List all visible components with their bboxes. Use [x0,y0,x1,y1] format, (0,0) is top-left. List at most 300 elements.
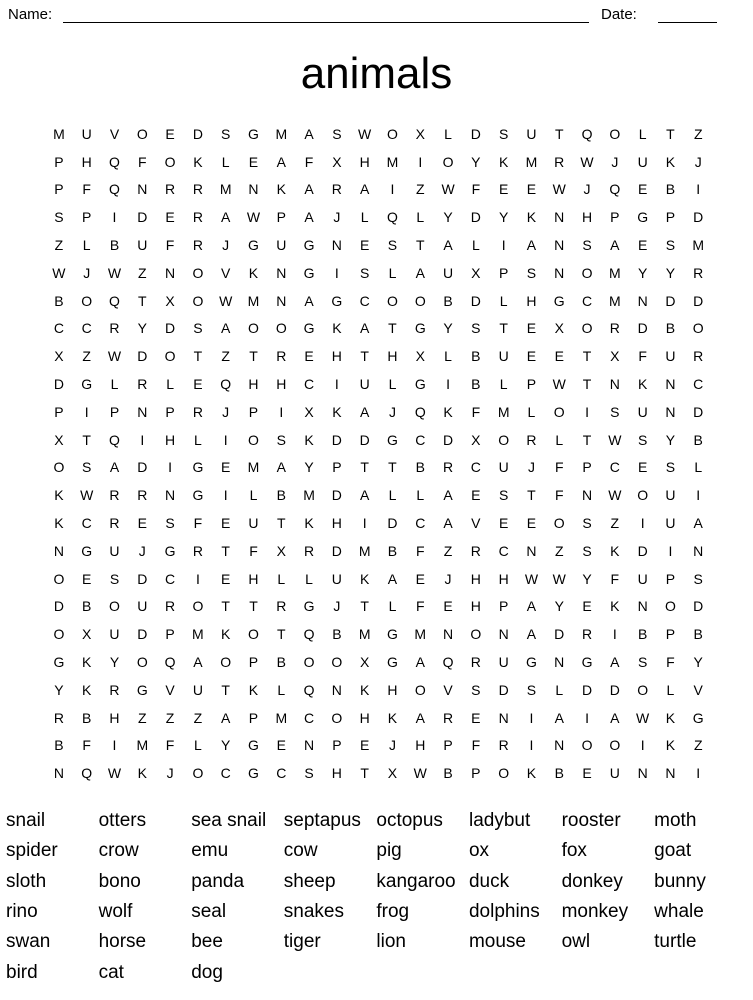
grid-letter[interactable]: E [526,348,537,365]
grid-letter[interactable]: L [555,681,564,698]
grid-letter[interactable]: M [247,459,260,476]
grid-letter[interactable]: O [136,125,148,142]
grid-letter[interactable]: Q [303,681,315,698]
grid-letter[interactable]: C [81,515,92,532]
grid-letter[interactable]: K [387,709,398,726]
grid-letter[interactable]: U [331,570,342,587]
grid-letter[interactable]: I [168,459,173,476]
grid-letter[interactable]: K [498,153,509,170]
grid-letter[interactable]: U [665,487,676,504]
grid-letter[interactable]: T [276,515,286,532]
grid-letter[interactable]: S [82,459,92,476]
grid-letter[interactable]: G [414,320,426,337]
grid-letter[interactable]: O [692,320,704,337]
grid-letter[interactable]: H [359,709,370,726]
grid-letter[interactable]: R [442,459,454,476]
grid-letter[interactable]: I [529,737,534,754]
grid-letter[interactable]: J [222,237,230,254]
grid-letter[interactable]: L [110,376,119,393]
grid-letter[interactable]: L [193,737,202,754]
grid-letter[interactable]: G [331,292,343,309]
grid-letter[interactable]: G [387,626,398,643]
grid-letter[interactable]: E [498,515,509,532]
grid-letter[interactable]: J [611,153,619,170]
grid-letter[interactable]: L [388,264,397,281]
grid-letter[interactable]: T [221,542,230,559]
grid-letter[interactable]: F [638,348,647,365]
grid-letter[interactable]: F [471,737,481,754]
grid-letter[interactable]: R [526,431,537,448]
grid-letter[interactable]: T [276,626,286,643]
grid-letter[interactable]: Q [109,431,120,448]
grid-letter[interactable]: P [54,153,64,170]
grid-letter[interactable]: W [552,181,566,198]
grid-letter[interactable]: Z [415,181,425,198]
grid-letter[interactable]: A [526,237,537,254]
grid-letter[interactable]: N [331,237,342,254]
grid-letter[interactable]: N [554,209,565,226]
grid-letter[interactable]: T [582,376,592,393]
grid-letter[interactable]: S [637,431,648,448]
grid-letter[interactable]: D [693,403,704,420]
grid-letter[interactable]: G [248,765,259,782]
grid-letter[interactable]: O [609,125,621,142]
grid-letter[interactable]: E [471,487,481,504]
grid-letter[interactable]: C [165,570,176,587]
grid-letter[interactable]: P [443,737,453,754]
grid-letter[interactable]: N [304,737,315,754]
grid-letter[interactable]: F [471,403,481,420]
name-field-line[interactable] [63,22,589,23]
grid-letter[interactable]: P [665,209,676,226]
grid-letter[interactable]: H [387,681,398,698]
grid-letter[interactable]: Q [414,403,426,420]
grid-letter[interactable]: W [608,431,622,448]
grid-letter[interactable]: C [220,765,231,782]
grid-letter[interactable]: P [471,765,481,782]
grid-letter[interactable]: U [609,765,620,782]
grid-letter[interactable]: G [248,125,259,142]
grid-letter[interactable]: N [165,487,176,504]
grid-letter[interactable]: G [81,542,93,559]
grid-letter[interactable]: S [221,125,231,142]
grid-letter[interactable]: S [304,765,314,782]
grid-letter[interactable]: C [581,292,593,309]
grid-letter[interactable]: H [248,376,259,393]
grid-letter[interactable]: P [165,403,175,420]
grid-letter[interactable]: T [666,125,675,142]
grid-letter[interactable]: O [248,626,259,643]
grid-letter[interactable]: Q [387,209,398,226]
grid-letter[interactable]: I [585,403,589,420]
grid-letter[interactable]: P [248,709,259,726]
grid-letter[interactable]: A [276,459,286,476]
grid-letter[interactable]: I [112,737,117,754]
grid-letter[interactable]: O [664,598,676,615]
grid-letter[interactable]: P [332,737,342,754]
grid-letter[interactable]: U [109,626,120,643]
grid-letter[interactable]: R [276,598,287,615]
grid-letter[interactable]: K [82,654,92,671]
grid-letter[interactable]: L [82,237,91,254]
grid-letter[interactable]: I [195,570,200,587]
grid-letter[interactable]: K [54,515,64,532]
grid-letter[interactable]: D [693,598,704,615]
grid-letter[interactable]: C [53,320,64,337]
grid-letter[interactable]: O [414,292,426,309]
grid-letter[interactable]: K [665,153,676,170]
grid-letter[interactable]: O [275,320,287,337]
grid-letter[interactable]: O [553,515,565,532]
grid-letter[interactable]: W [441,181,455,198]
grid-letter[interactable]: D [470,292,481,309]
grid-letter[interactable]: G [303,264,315,281]
grid-letter[interactable]: H [248,570,259,587]
grid-letter[interactable]: F [82,737,91,754]
grid-letter[interactable]: Z [82,348,91,365]
grid-letter[interactable]: E [359,237,370,254]
grid-letter[interactable]: N [137,403,148,420]
grid-letter[interactable]: O [192,264,204,281]
grid-letter[interactable]: H [331,765,342,782]
grid-letter[interactable]: G [248,737,259,754]
grid-letter[interactable]: P [165,626,175,643]
grid-letter[interactable]: W [80,487,94,504]
grid-letter[interactable]: O [581,737,593,754]
grid-letter[interactable]: I [696,181,701,198]
grid-letter[interactable]: U [498,459,509,476]
grid-letter[interactable]: L [277,570,286,587]
grid-letter[interactable]: M [136,737,149,754]
grid-letter[interactable]: S [665,459,676,476]
grid-letter[interactable]: G [192,459,204,476]
grid-letter[interactable]: X [387,765,398,782]
grid-letter[interactable]: P [248,654,259,671]
grid-letter[interactable]: N [442,626,454,643]
grid-letter[interactable]: U [637,153,648,170]
grid-letter[interactable]: O [192,765,204,782]
grid-letter[interactable]: J [388,403,396,420]
grid-letter[interactable]: U [276,237,287,254]
grid-letter[interactable]: H [415,737,426,754]
grid-letter[interactable]: G [303,237,315,254]
grid-letter[interactable]: S [526,681,537,698]
grid-letter[interactable]: T [499,320,508,337]
grid-letter[interactable]: B [276,654,286,671]
grid-letter[interactable]: I [696,765,701,782]
grid-letter[interactable]: N [498,626,509,643]
grid-letter[interactable]: K [82,681,92,698]
grid-letter[interactable]: A [193,654,203,671]
grid-letter[interactable]: J [333,209,341,226]
grid-letter[interactable]: N [581,487,593,504]
grid-letter[interactable]: O [136,654,148,671]
grid-letter[interactable]: K [332,320,342,337]
grid-letter[interactable]: W [52,264,66,281]
grid-letter[interactable]: E [554,348,564,365]
grid-letter[interactable]: C [609,459,620,476]
grid-letter[interactable]: B [415,459,425,476]
grid-letter[interactable]: S [471,320,481,337]
grid-letter[interactable]: I [668,542,673,559]
grid-letter[interactable]: H [581,209,593,226]
grid-letter[interactable]: B [693,626,703,643]
grid-letter[interactable]: Z [165,709,175,726]
grid-letter[interactable]: I [334,264,339,281]
grid-letter[interactable]: R [609,320,620,337]
grid-letter[interactable]: O [248,431,259,448]
grid-letter[interactable]: E [582,598,592,615]
grid-letter[interactable]: E [221,570,231,587]
grid-letter[interactable]: J [333,598,341,615]
grid-letter[interactable]: W [246,209,261,226]
grid-letter[interactable]: A [304,181,314,198]
grid-letter[interactable]: B [109,237,120,254]
grid-letter[interactable]: D [331,542,342,559]
grid-letter[interactable]: W [107,348,122,365]
grid-letter[interactable]: N [498,709,509,726]
grid-letter[interactable]: A [109,459,120,476]
grid-letter[interactable]: E [304,348,314,365]
grid-letter[interactable]: O [164,348,176,365]
grid-letter[interactable]: A [276,153,286,170]
grid-letter[interactable]: G [303,598,315,615]
grid-letter[interactable]: N [665,376,676,393]
grid-letter[interactable]: A [359,403,370,420]
grid-letter[interactable]: N [53,765,64,782]
grid-letter[interactable]: T [360,765,369,782]
grid-letter[interactable]: O [637,487,649,504]
grid-letter[interactable]: J [583,181,591,198]
grid-letter[interactable]: U [137,237,148,254]
grid-letter[interactable]: N [248,181,259,198]
grid-letter[interactable]: S [582,237,592,254]
grid-letter[interactable]: G [192,487,204,504]
grid-letter[interactable]: C [81,320,92,337]
grid-letter[interactable]: A [221,209,231,226]
grid-letter[interactable]: A [443,237,453,254]
grid-letter[interactable]: L [388,487,397,504]
grid-letter[interactable]: Q [109,181,120,198]
grid-letter[interactable]: S [471,681,481,698]
grid-letter[interactable]: R [192,542,203,559]
grid-letter[interactable]: O [609,737,621,754]
grid-letter[interactable]: E [471,709,481,726]
grid-letter[interactable]: Q [109,153,120,170]
grid-letter[interactable]: S [109,570,120,587]
grid-letter[interactable]: S [693,570,703,587]
grid-letter[interactable]: I [334,376,339,393]
grid-letter[interactable]: G [553,292,565,309]
grid-letter[interactable]: M [358,626,371,643]
grid-letter[interactable]: K [304,515,314,532]
grid-letter[interactable]: V [109,125,120,142]
grid-letter[interactable]: D [331,431,342,448]
grid-letter[interactable]: R [53,709,64,726]
grid-letter[interactable]: N [554,737,565,754]
grid-letter[interactable]: Y [637,264,648,281]
grid-letter[interactable]: U [665,515,676,532]
grid-letter[interactable]: E [582,765,592,782]
grid-letter[interactable]: P [332,459,342,476]
grid-letter[interactable]: R [331,181,342,198]
grid-letter[interactable]: A [304,292,314,309]
grid-letter[interactable]: X [165,292,175,309]
grid-letter[interactable]: O [109,598,120,615]
grid-letter[interactable]: R [470,542,481,559]
grid-letter[interactable]: R [165,598,176,615]
grid-letter[interactable]: O [303,654,315,671]
grid-letter[interactable]: R [304,542,315,559]
grid-letter[interactable]: F [554,459,564,476]
grid-letter[interactable]: P [610,209,620,226]
grid-letter[interactable]: W [552,376,566,393]
grid-letter[interactable]: K [54,487,64,504]
grid-letter[interactable]: S [637,654,648,671]
grid-letter[interactable]: T [249,348,258,365]
grid-letter[interactable]: H [526,292,537,309]
grid-letter[interactable]: S [276,431,286,448]
grid-letter[interactable]: E [526,320,537,337]
grid-letter[interactable]: F [138,153,147,170]
grid-letter[interactable]: O [553,403,565,420]
grid-letter[interactable]: M [609,292,621,309]
grid-letter[interactable]: X [471,431,481,448]
grid-letter[interactable]: F [249,542,258,559]
grid-letter[interactable]: L [277,681,286,698]
grid-letter[interactable]: H [359,153,370,170]
grid-letter[interactable]: H [498,570,509,587]
grid-letter[interactable]: B [443,765,453,782]
grid-letter[interactable]: C [359,292,370,309]
grid-letter[interactable]: B [82,598,92,615]
grid-letter[interactable]: N [637,598,648,615]
grid-letter[interactable]: E [193,376,203,393]
grid-letter[interactable]: N [53,542,64,559]
grid-letter[interactable]: O [331,709,343,726]
grid-letter[interactable]: G [164,542,176,559]
grid-letter[interactable]: W [107,264,122,281]
grid-letter[interactable]: M [192,626,204,643]
grid-letter[interactable]: F [193,515,203,532]
grid-letter[interactable]: U [665,348,676,365]
grid-letter[interactable]: D [331,487,342,504]
grid-letter[interactable]: S [582,515,592,532]
grid-letter[interactable]: Y [582,570,592,587]
grid-letter[interactable]: P [665,626,676,643]
grid-letter[interactable]: I [501,237,506,254]
grid-letter[interactable]: D [693,209,704,226]
grid-letter[interactable]: A [359,320,370,337]
grid-letter[interactable]: K [248,264,259,281]
grid-letter[interactable]: K [526,765,537,782]
grid-letter[interactable]: D [137,209,148,226]
grid-letter[interactable]: O [164,153,176,170]
grid-letter[interactable]: M [692,237,705,254]
grid-letter[interactable]: O [248,320,259,337]
grid-letter[interactable]: T [360,459,369,476]
grid-letter[interactable]: E [165,209,175,226]
grid-letter[interactable]: U [137,598,148,615]
grid-letter[interactable]: F [82,181,91,198]
grid-letter[interactable]: E [637,181,648,198]
grid-letter[interactable]: N [137,181,148,198]
grid-letter[interactable]: M [497,403,510,420]
grid-letter[interactable]: V [221,264,231,281]
grid-letter[interactable]: B [665,320,676,337]
grid-letter[interactable]: P [498,598,509,615]
grid-letter[interactable]: C [693,376,704,393]
grid-letter[interactable]: O [53,570,65,587]
grid-letter[interactable]: G [581,654,593,671]
grid-letter[interactable]: P [248,403,259,420]
grid-letter[interactable]: K [665,709,676,726]
grid-letter[interactable]: I [140,431,145,448]
grid-letter[interactable]: D [581,681,593,698]
grid-letter[interactable]: W [608,487,622,504]
grid-letter[interactable]: B [471,376,481,393]
grid-letter[interactable]: F [415,598,425,615]
grid-letter[interactable]: U [81,125,92,142]
grid-letter[interactable]: B [471,348,481,365]
grid-letter[interactable]: Y [498,209,509,226]
grid-letter[interactable]: K [526,209,537,226]
grid-letter[interactable]: K [665,737,676,754]
grid-letter[interactable]: H [276,376,287,393]
grid-letter[interactable]: M [386,153,399,170]
grid-letter[interactable]: G [387,654,398,671]
grid-letter[interactable]: L [416,487,425,504]
grid-letter[interactable]: A [221,709,231,726]
grid-letter[interactable]: A [304,125,314,142]
grid-letter[interactable]: D [665,292,676,309]
grid-letter[interactable]: P [526,376,537,393]
grid-letter[interactable]: W [552,570,566,587]
grid-letter[interactable]: T [527,487,536,504]
grid-letter[interactable]: H [470,570,481,587]
grid-letter[interactable]: S [193,320,203,337]
grid-letter[interactable]: S [665,237,676,254]
grid-letter[interactable]: S [498,125,509,142]
grid-letter[interactable]: L [444,348,452,365]
grid-letter[interactable]: Q [81,765,93,782]
grid-letter[interactable]: C [304,376,315,393]
grid-letter[interactable]: D [609,681,620,698]
grid-letter[interactable]: O [192,292,204,309]
grid-letter[interactable]: L [666,681,675,698]
grid-letter[interactable]: N [276,264,287,281]
grid-letter[interactable]: J [166,765,174,782]
grid-letter[interactable]: A [443,487,453,504]
grid-letter[interactable]: T [554,125,564,142]
grid-letter[interactable]: K [610,542,620,559]
grid-letter[interactable]: D [442,431,454,448]
grid-letter[interactable]: I [696,487,701,504]
grid-letter[interactable]: M [219,181,232,198]
grid-letter[interactable]: M [247,292,260,309]
grid-letter[interactable]: V [443,681,453,698]
grid-letter[interactable]: X [610,348,620,365]
grid-letter[interactable]: A [526,626,537,643]
grid-letter[interactable]: F [666,654,675,671]
grid-letter[interactable]: J [83,264,91,281]
grid-letter[interactable]: E [637,237,648,254]
grid-letter[interactable]: P [54,403,64,420]
grid-letter[interactable]: F [165,737,175,754]
grid-letter[interactable]: S [332,125,342,142]
grid-letter[interactable]: N [165,264,176,281]
grid-letter[interactable]: K [359,570,370,587]
